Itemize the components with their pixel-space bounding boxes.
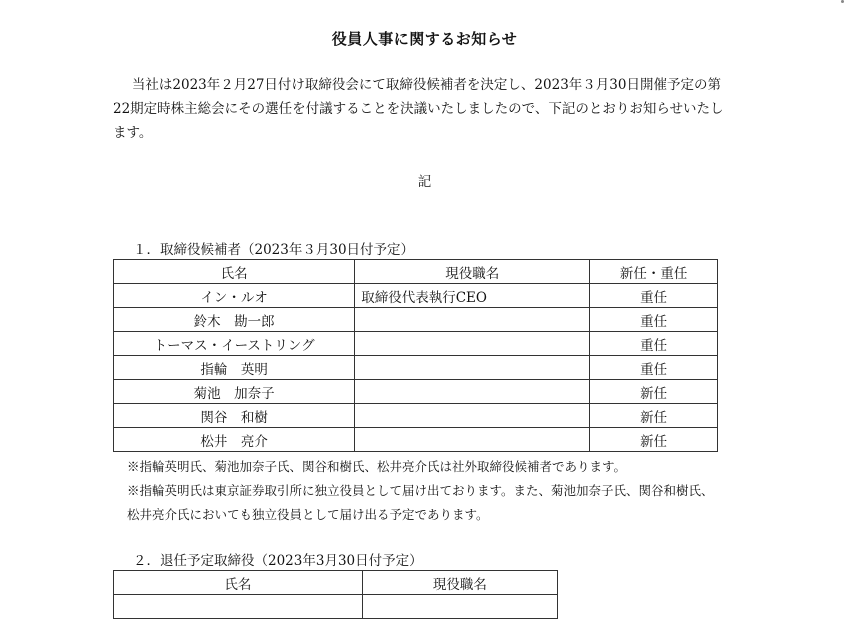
candidate-status: 重任 bbox=[590, 356, 718, 380]
notes-block bbox=[127, 455, 747, 527]
candidate-position bbox=[355, 428, 590, 452]
header-name: 氏名 bbox=[114, 571, 363, 595]
candidate-position: 取締役代表執行CEO bbox=[355, 284, 590, 308]
candidate-position bbox=[355, 308, 590, 332]
retiree-name bbox=[114, 595, 363, 619]
candidate-status: 重任 bbox=[590, 308, 718, 332]
intro-paragraph bbox=[113, 73, 733, 145]
candidate-position bbox=[355, 404, 590, 428]
candidate-name: 関谷 和樹 bbox=[114, 404, 355, 428]
table-row bbox=[114, 404, 718, 428]
header-position: 現役職名 bbox=[362, 571, 557, 595]
candidate-name: 指輪 英明 bbox=[114, 356, 355, 380]
candidate-status: 新任 bbox=[590, 380, 718, 404]
candidate-name: 菊池 加奈子 bbox=[114, 380, 355, 404]
ki-marker: 記 bbox=[417, 174, 432, 190]
candidate-position bbox=[355, 380, 590, 404]
table-row bbox=[114, 380, 718, 404]
note-line: ※指輪英明氏は東京証券取引所に独立役員として届け出ております。また、菊池加奈子氏、関谷和樹氏、 bbox=[127, 483, 714, 498]
table-header-row bbox=[114, 571, 558, 595]
section1-heading: １．取締役候補者（2023年３月30日付予定） bbox=[133, 242, 415, 258]
note-line: 松井亮介氏においても独立役員として届け出る予定であります。 bbox=[127, 507, 489, 522]
director-candidates-table bbox=[113, 259, 718, 452]
table-row bbox=[114, 284, 718, 308]
section2-heading: ２．退任予定取締役（2023年3月30日付予定） bbox=[133, 553, 423, 569]
candidate-position bbox=[355, 332, 590, 356]
table-header-row bbox=[114, 260, 718, 284]
table-row bbox=[114, 428, 718, 452]
intro-text: 当社は2023年２月27日付け取締役会にて取締役候補者を決定し、2023年３月30日開催予定の第22期定時株主総会にその選任を付議することを決議いたしましたので、下記のとおりお知らせいたします。 bbox=[113, 77, 724, 141]
candidate-name: 鈴木 勘一郎 bbox=[114, 308, 355, 332]
header-name: 氏名 bbox=[114, 260, 355, 284]
retiring-directors-table bbox=[113, 570, 558, 619]
table-row bbox=[114, 595, 558, 619]
table-row bbox=[114, 308, 718, 332]
note-line: ※指輪英明氏、菊池加奈子氏、関谷和樹氏、松井亮介氏は社外取締役候補者であります。 bbox=[127, 459, 627, 474]
page-corner-mark bbox=[841, 0, 844, 3]
candidate-name: 松井 亮介 bbox=[114, 428, 355, 452]
candidate-status: 重任 bbox=[590, 284, 718, 308]
candidate-status: 重任 bbox=[590, 332, 718, 356]
table-row bbox=[114, 356, 718, 380]
candidate-status: 新任 bbox=[590, 428, 718, 452]
candidate-name: イン・ルオ bbox=[114, 284, 355, 308]
candidate-status: 新任 bbox=[590, 404, 718, 428]
table-row bbox=[114, 332, 718, 356]
page-title: 役員人事に関するお知らせ bbox=[331, 30, 518, 48]
header-position: 現役職名 bbox=[355, 260, 590, 284]
retiree-position bbox=[362, 595, 557, 619]
header-status: 新任・重任 bbox=[590, 260, 718, 284]
candidate-position bbox=[355, 356, 590, 380]
candidate-name: トーマス・イーストリング bbox=[114, 332, 355, 356]
